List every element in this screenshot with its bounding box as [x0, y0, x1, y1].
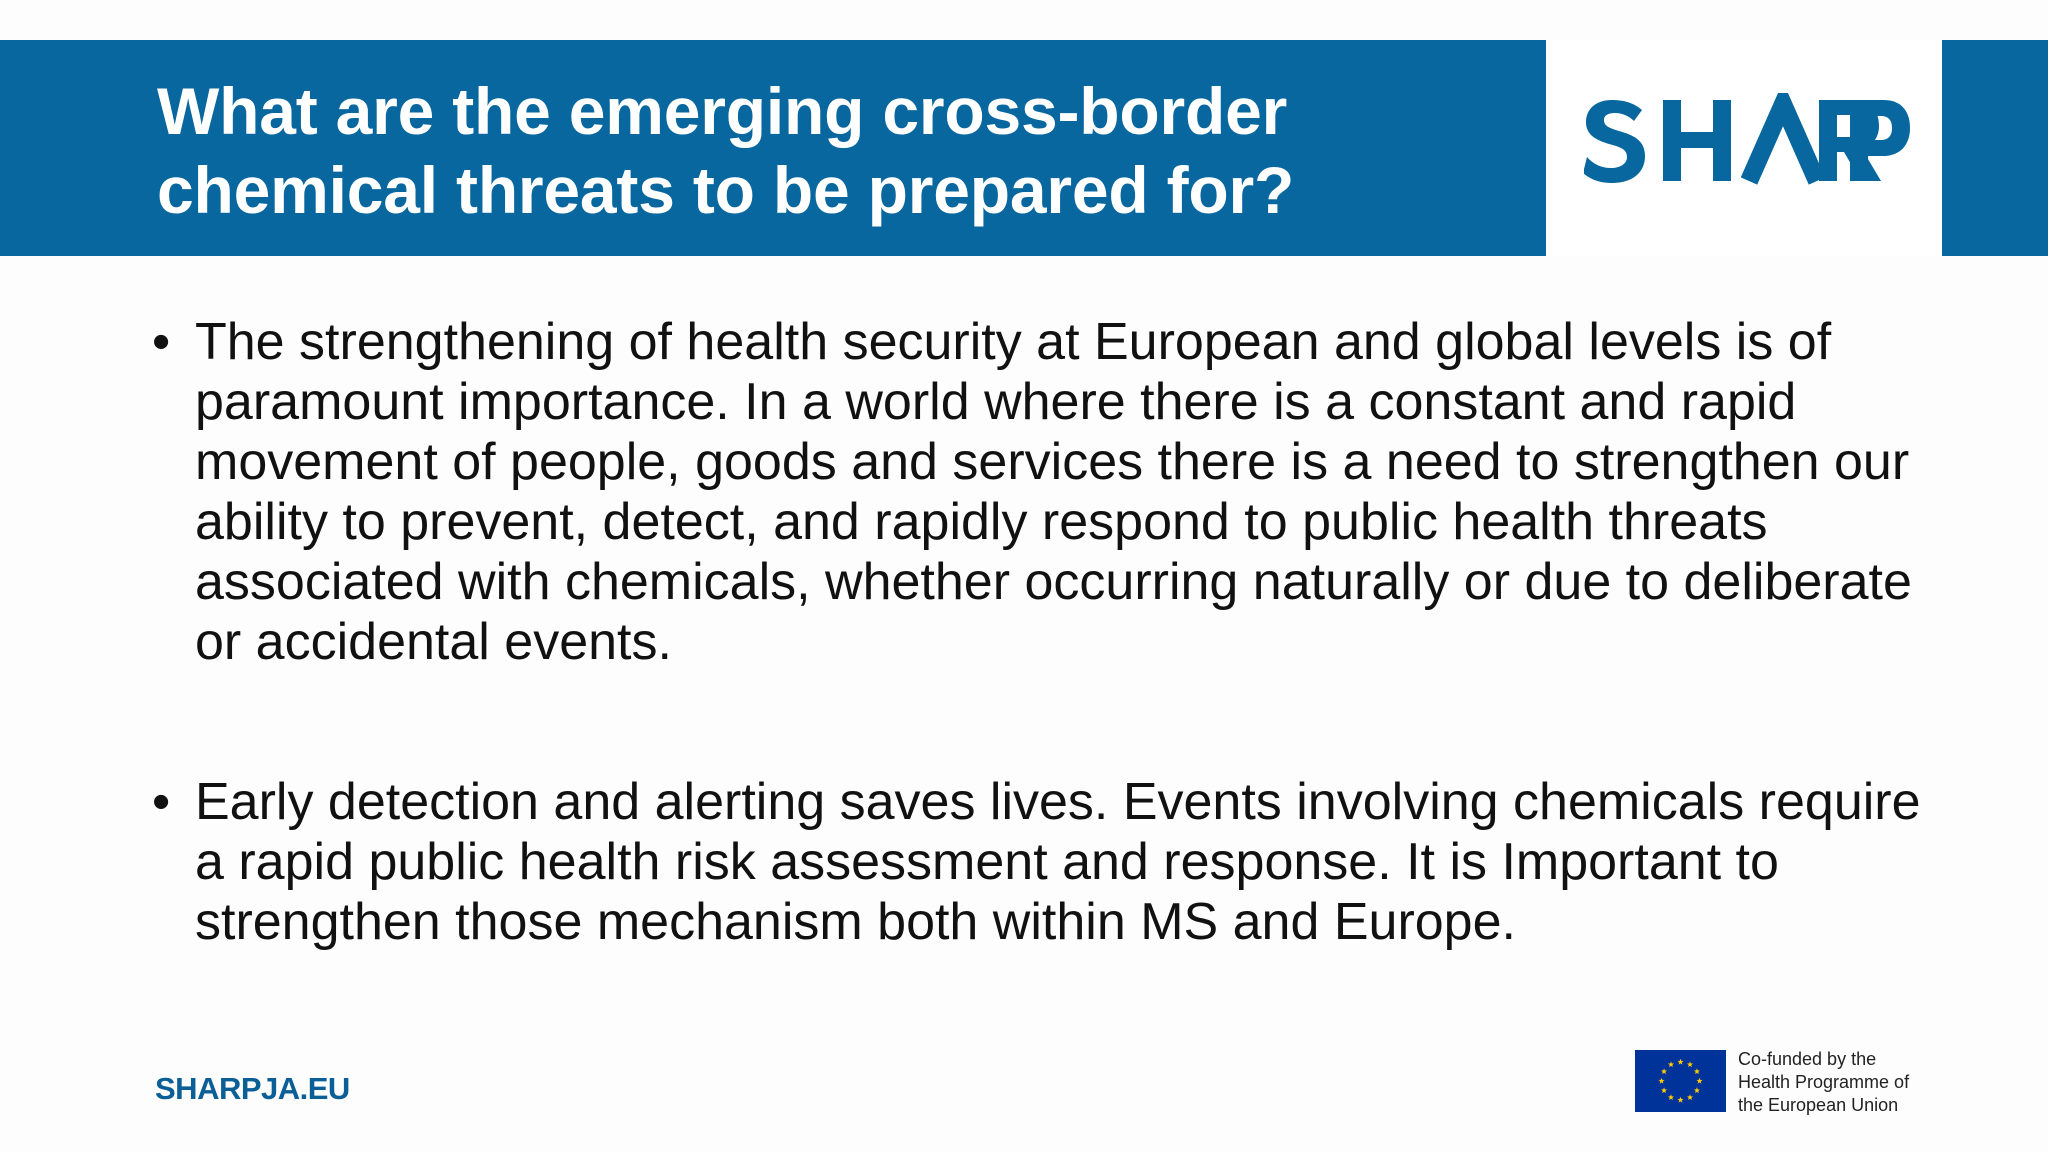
bullet-marker: • — [152, 773, 171, 831]
eu-cofunding-text — [1738, 1048, 1909, 1117]
header-band-right — [1942, 40, 2048, 256]
eu-text-line-1: Co-funded by the — [1738, 1049, 1877, 1069]
bullet-item-1 — [152, 312, 1922, 672]
bullet-item-2 — [152, 772, 1922, 952]
eu-flag-icon — [1635, 1050, 1726, 1112]
sharp-logo — [1584, 93, 1910, 187]
bullet-text-2: Early detection and alerting saves lives. Events involving chemicals require a rapid public health risk assessment and response. It is Important to strengthen those mechanism both within MS and Europe. — [195, 773, 1921, 951]
bullet-marker: • — [152, 313, 171, 371]
eu-text-line-2: Health Programme of — [1738, 1072, 1910, 1092]
slide-title-line-1: What are the emerging cross-border — [157, 74, 1288, 148]
bullet-text-1: The strengthening of health security at European and global levels is of paramount importance. In a world where there is a constant and rapid movement of people, goods and services there is a need to strengthen our ability to prevent, detect, and rapidly respond to public health threats associated with chemicals, whether occurring naturally or due to deliberate or accidental events. — [195, 313, 1912, 671]
slide-title-line-2: chemical threats to be prepared for? — [157, 153, 1295, 227]
slide-title — [157, 72, 1517, 230]
eu-text-line-3: the European Union — [1738, 1095, 1899, 1115]
website-link[interactable]: SHARPJA.EU — [155, 1071, 350, 1106]
bullet-list — [152, 312, 1922, 952]
